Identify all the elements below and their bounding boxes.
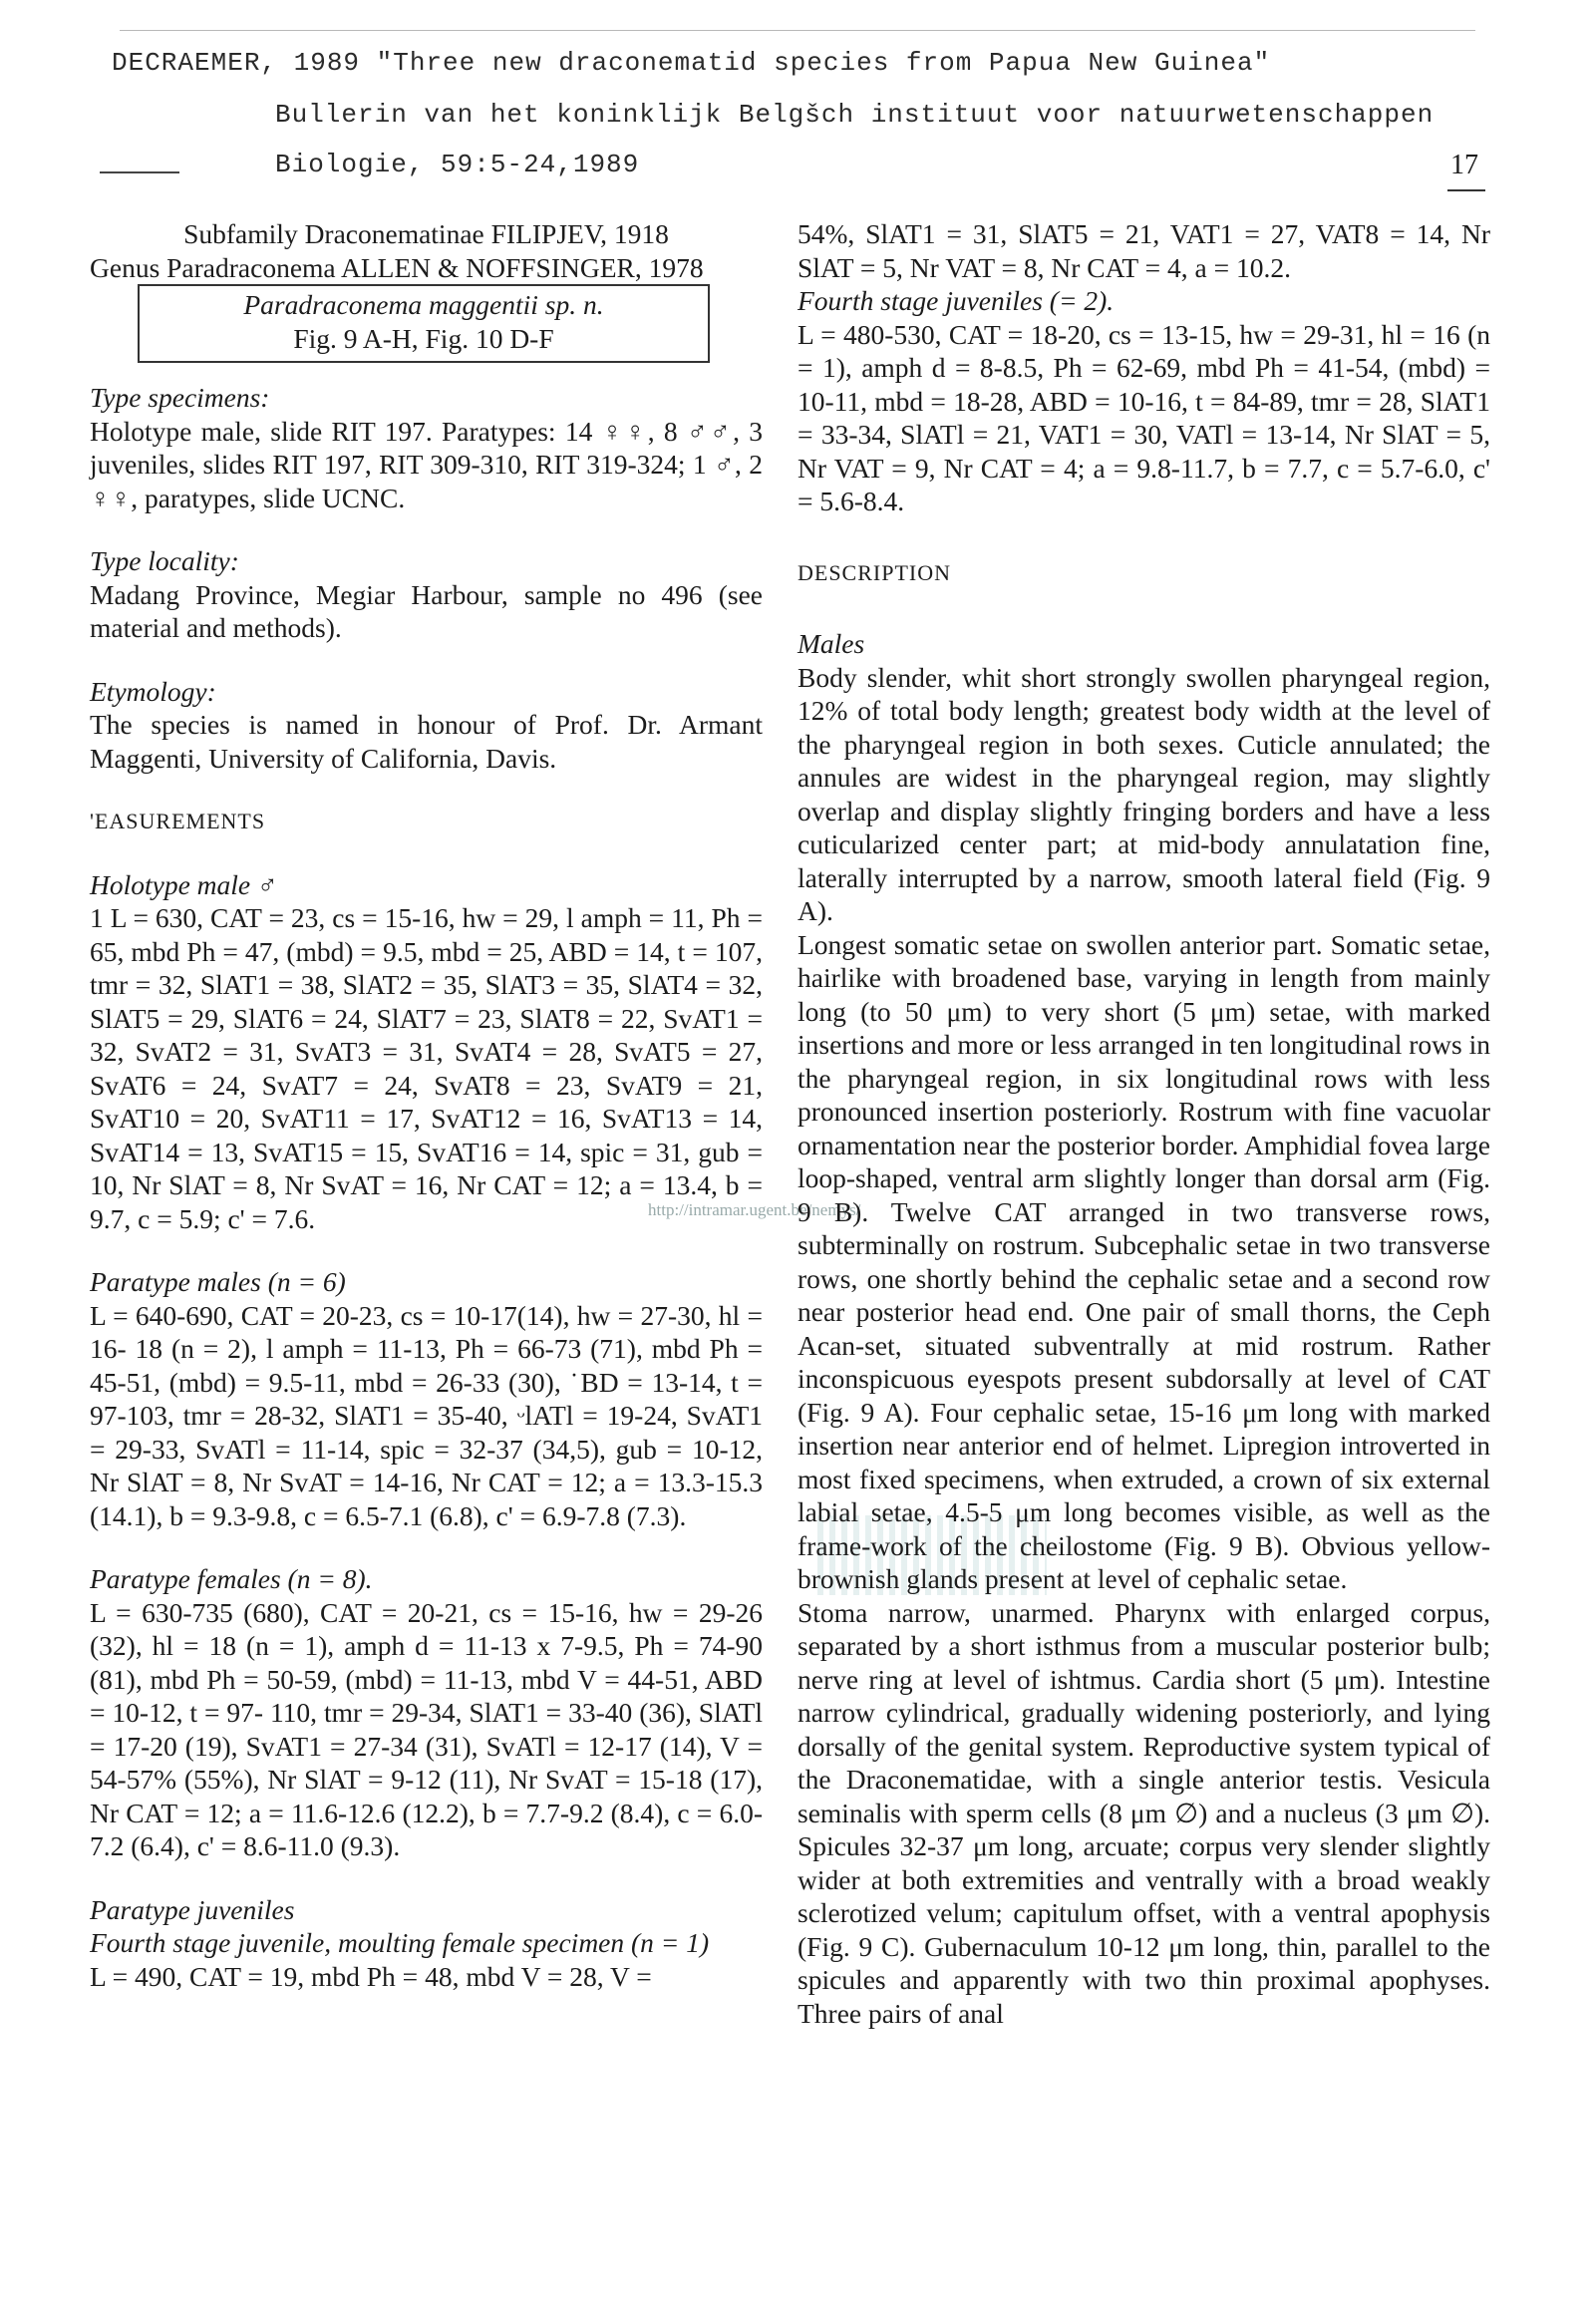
type-specimens-text: Holotype male, slide RIT 197. Paratypes: 14 ♀♀, 8 ♂♂, 3 juveniles, slides RIT 197, RIT 309-310, RIT 319-324; 1 ♂, 2 ♀♀, paratypes, slide UCNC. — [90, 415, 763, 513]
species-figures: Fig. 9 A-H, Fig. 10 D-F — [293, 322, 554, 354]
continued-measurements: 54%, SlAT1 = 31, SlAT5 = 21, VAT1 = 27, VAT8 = 14, Nr SlAT = 5, Nr VAT = 8, Nr CAT = 4, a = 10.2. — [798, 218, 1490, 283]
paratype-males-heading: Paratype males (n = 6) — [90, 1266, 346, 1297]
paratype-juveniles-heading: Paratype juveniles — [90, 1893, 295, 1925]
males-heading: Males — [798, 628, 865, 659]
holotype-text: 1 L = 630, CAT = 23, cs = 15-16, hw = 29, l amph = 11, Ph = 65, mbd Ph = 47, (mbd) = 9.5, mbd = 25, ABD = 14, t = 107, tmr = 32, SlAT1 = 38, SlAT2 = 35, SlAT3 = 35, SlAT4 = 32, SlAT5 = 29, SlAT6 = 24, SlAT7 = 23, SlAT8 = 22, SvAT1 = 32, SvAT2 = 31, SvAT3 = 31, SvAT4 = 28, SvAT5 = 27, SvAT6 = 24, SvAT7 = 24, SvAT8 = 23, SvAT9 = 21, SvAT10 = 20, SvAT11 = 17, SvAT12 = 16, SvAT13 = 14, SvAT14 = 13, SvAT15 = 15, SvAT16 = 14, spic = 31, gub = 10, Nr SlAT = 8, Nr SvAT = 16, Nr CAT = 12; a = 13.4, b = 9.7, c = 5.9; c' = 7.6. — [90, 902, 763, 1234]
type-specimens-heading: Type specimens: — [90, 382, 270, 413]
species-name: Paradraconema maggentii sp. n. — [243, 289, 604, 320]
holotype-heading: Holotype male ♂ — [90, 868, 278, 900]
type-locality-heading: Type locality: — [90, 545, 239, 576]
description-heading: DESCRIPTION — [798, 559, 952, 585]
citation-line-3: Biologie, 59:5-24,1989 — [275, 150, 640, 179]
citation-rule — [100, 171, 179, 173]
fourth-juveniles-heading: Fourth stage juveniles (= 2). — [798, 285, 1115, 316]
type-locality-text: Madang Province, Megiar Harbour, sample no 496 (see material and methods). — [90, 578, 763, 643]
watermark-url: http://intramar.ugent.be/nemys/ — [648, 1200, 861, 1219]
page-number-rule — [1447, 189, 1485, 191]
citation-line-1: DECRAEMER, 1989 "Three new draconematid species from Papua New Guinea" — [112, 48, 1271, 78]
page-top-rule — [120, 30, 1475, 31]
fourth-stage-heading: Fourth stage juvenile, moulting female specimen (n = 1) — [90, 1927, 710, 1958]
males-paragraph-1: Body slender, whit short strongly swollen pharyngeal region, 12% of total body length; greatest body width at the level of the pharyngeal region in both sexes. Cuticle annulated; the annules are widest in the pharyngeal region, may slightly overlap and display slightly fringing borders and have a less cuticularized center part; at mid-body annulatation fine, laterally interrupted by a narrow, smooth lateral field (Fig. 9 A). — [798, 661, 1490, 926]
paratype-males-text: L = 640-690, CAT = 20-23, cs = 10-17(14), hw = 27-30, hl = 16- 18 (n = 2), l amph = 11-13, Ph = 66-73 (71), mbd Ph = 45-51, (mbd) = 9.5-11, mbd = 26-33 (30), ˙BD = 13-14, t = 97-103, tmr = 28-32, SlAT1 = 35-40, ᵕlATl = 19-24, SvAT1 = 29-33, SvATl = 11-14, spic = 32-37 (34,5), gub = 10-12, Nr SlAT = 8, Nr SvAT = 14-16, Nr CAT = 12; a = 13.3-15.3 (14.1), b = 9.3-9.8, c = 6.5-7.1 (6.8), c' = 6.9-7.8 (7.3). — [90, 1299, 763, 1531]
page-number: 17 — [1450, 150, 1478, 180]
males-paragraph-3: Stoma narrow, unarmed. Pharynx with enlarged corpus, separated by a short isthmus from a muscular posterior bulb; nerve ring at level of ishtmus. Cardia short (5 μm). Intestine narrow cylindrical, gradually widening posteriorly, and lying dorsally of the genital system. Reproductive system typical of the Draconematidae, with a single anterior testis. Vesicula seminalis with sperm cells (8 μm ∅) and a nucleus (3 μm ∅). Spicules 32-37 μm long, arcuate; corpus very slender slightly wider at both extremities and ventrally with a broad weakly sclerotized velum; capitulum offset, with a ventral apophysis (Fig. 9 C). Gubernaculum 10-12 μm long, thin, parallel to the spicules and apparently with two thin proximal apophyses. Three pairs of anal — [798, 1596, 1490, 2029]
right-column — [798, 217, 1490, 2030]
species-box — [138, 284, 710, 363]
etymology-text: The species is named in honour of Prof. Dr. Armant Maggenti, University of California, Davis. — [90, 709, 763, 774]
fourth-juveniles-text: L = 480-530, CAT = 18-20, cs = 13-15, hw = 29-31, hl = 16 (n = 1), amph d = 8-8.5, Ph = 62-69, mbd Ph = 41-54, (mbd) = 10-11, mbd = 18-28, ABD = 10-16, t = 84-89, tmr = 28, SlAT1 = 33-34, SlATl = 21, VAT1 = 30, VATl = 13-14, Nr SlAT = 5, Nr VAT = 9, Nr CAT = 4; a = 9.8-11.7, b = 7.7, c = 5.7-6.0, c' = 5.6-8.4. — [798, 318, 1490, 516]
fourth-stage-text: L = 490, CAT = 19, mbd Ph = 48, mbd V = 28, V = — [90, 1960, 652, 1992]
measurements-heading: 'EASUREMENTS — [90, 809, 266, 833]
citation-line-2: Bullerin van het koninklijk Belgšch instituut voor natuurwetenschappen — [275, 100, 1435, 130]
paratype-females-heading: Paratype females (n = 8). — [90, 1563, 373, 1594]
etymology-heading: Etymology: — [90, 675, 216, 707]
subfamily-line: Subfamily Draconematinae FILIPJEV, 1918 — [183, 218, 669, 249]
males-paragraph-2: Longest somatic setae on swollen anterior part. Somatic setae, hairlike with broadened base, varying in length from mainly long (to 50 μm) to very short (5 μm) setae, with marked insertions and more or less arranged in ten longitudinal rows in the pharyngeal region, in six longitudinal rows with less pronounced insertion posteriorly. Rostrum with fine vacuolar ornamentation near the posterior border. Amphidial fovea large loop-shaped, ventral arm slightly longer than dorsal arm (Fig. 9 B). Twelve CAT arranged in two transverse rows, subterminally on rostrum. Subcephalic setae in two transverse rows, one shortly behind the cephalic setae and a second row near posterior head end. One pair of small thorns, the Ceph Acan-set, situated subventrally at mid rostrum. Rather inconspicuous eyespots present subdorsally at level of CAT (Fig. 9 A). Four cephalic setae, 15-16 μm long with marked insertion near anterior end of helmet. Lipregion introverted in most fixed specimens, when extruded, a crown of six external labial setae, 4.5-5 μm long becomes visible, as well as the frame-work of the cheilostome (Fig. 9 B). Obvious yellow-brownish glands present at level of cephalic setae. — [798, 928, 1490, 1594]
genus-line: Genus Paradraconema ALLEN & NOFFSINGER, 1978 — [90, 251, 704, 283]
paratype-females-text: L = 630-735 (680), CAT = 20-21, cs = 15-16, hw = 29-26 (32), hl = 18 (n = 1), amph d = 11-13 x 7-9.5, Ph = 74-90 (81), mbd Ph = 50-59, (mbd) = 11-13, mbd V = 44-51, ABD = 10-12, t = 97- 110, tmr = 29-34, SlAT1 = 33-40 (36), SlATl = 17-20 (19), SvAT1 = 27-34 (31), SvATl = 12-17 (14), V = 54-57% (55%), Nr SlAT = 9-12 (11), Nr SvAT = 15-18 (17), Nr CAT = 12; a = 11.6-12.6 (12.2), b = 7.7-9.2 (8.4), c = 6.0-7.2 (6.4), c' = 8.6-11.0 (9.3). — [90, 1596, 763, 1861]
left-column — [90, 217, 763, 1993]
